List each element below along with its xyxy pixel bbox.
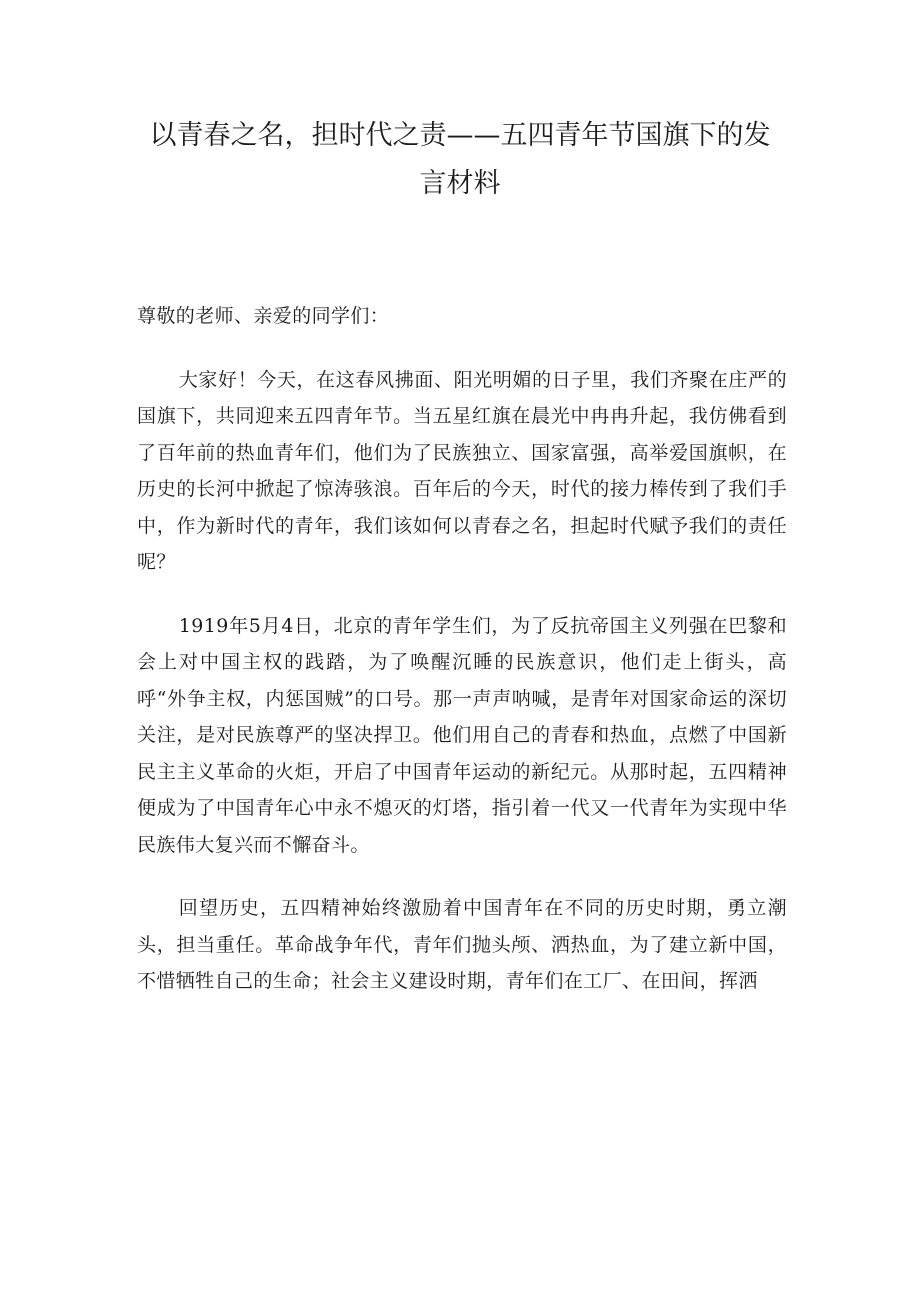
paragraph-1: 大家好！今天，在这春风拂面、阳光明媚的日子里，我们齐聚在庄严的国旗下，共同迎来五四青年节。当五星红旗在晨光中冉冉升起，我仿佛看到了百年前的热血青年们，他们为了民族独立、国家富强，高举爱国旗帜，在历史的长河中掀起了惊涛骇浪。百年后的今天，时代的接力棒传到了我们手中，作为新时代的青年，我们该如何以青春之名，担起时代赋予我们的责任呢？: [137, 368, 787, 573]
paragraph-2: 1919年5月4日，北京的青年学生们，为了反抗帝国主义列强在巴黎和会上对中国主权的践踏，为了唤醒沉睡的民族意识，他们走上街头，高呼“外争主权，内惩国贼”的口号。那一声声呐喊，是青年对国家命运的深切关注，是对民族尊严的坚决捍卫。他们用自己的青春和热血，点燃了中国新民主主义革命的火炬，开启了中国青年运动的新纪元。从那时起，五四精神便成为了中国青年心中永不熄灭的灯塔，指引着一代又一代青年为实现中华民族伟大复兴而不懈奋斗。: [137, 614, 787, 856]
document-title: [120, 112, 800, 208]
document-body: [137, 298, 787, 1027]
salutation: 尊敬的老师、亲爱的同学们：: [137, 305, 390, 327]
paragraph-3: 回望历史，五四精神始终激励着中国青年在不同的历史时期，勇立潮头，担当重任。革命战争年代，青年们抛头颅、洒热血，为了建立新中国，不惜牺牲自己的生命；社会主义建设时期，青年们在工厂、在田间，挥洒: [137, 897, 787, 992]
title-line-1: 以青春之名，担时代之责——五四青年节国旗下的发: [149, 120, 771, 151]
title-line-2: 言材料: [419, 168, 501, 199]
